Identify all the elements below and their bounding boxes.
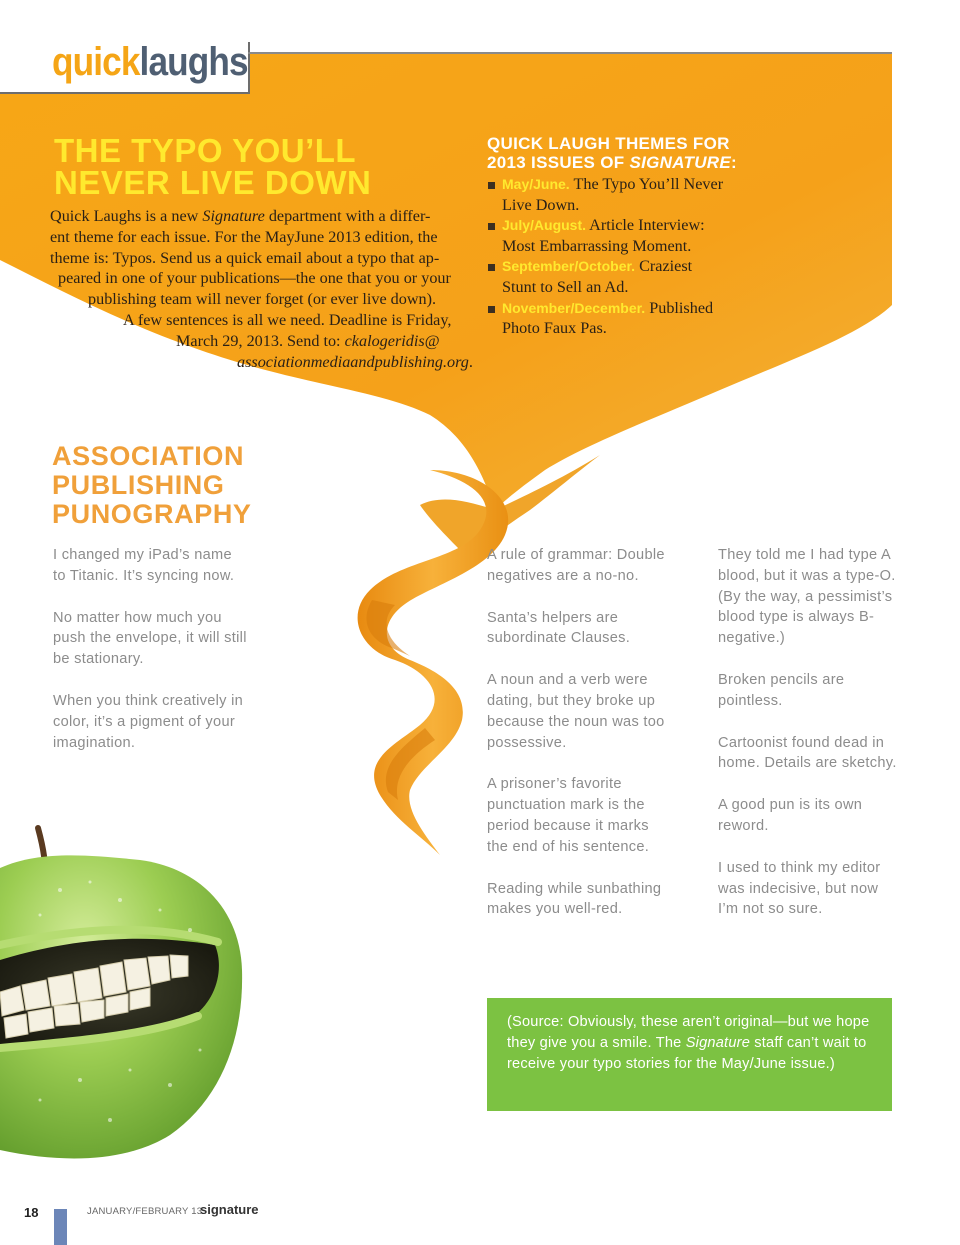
typo-section-title	[54, 132, 372, 201]
theme-month: May/June.	[502, 176, 570, 192]
pun-item: Santa’s helpers are subordinate Clauses.	[487, 609, 631, 647]
logo-part-laughs: laughs	[139, 40, 248, 84]
section-logo	[52, 40, 248, 85]
pun-column-1	[53, 545, 248, 774]
footer-issue-date: JANUARY/FEBRUARY 13	[87, 1206, 203, 1217]
theme-text: The Typo You’ll Never	[569, 175, 724, 193]
bullet-icon	[488, 306, 495, 313]
theme-text: Published	[645, 298, 714, 317]
bullet-icon	[488, 182, 495, 189]
source-text-italic: Signature	[685, 1034, 751, 1051]
theme-item	[487, 215, 787, 256]
punography-title	[52, 442, 252, 529]
pun-item: A rule of grammar: Double negatives are a no-no.	[487, 547, 665, 584]
typo-section-body	[50, 206, 473, 372]
theme-text: Photo Faux Pas.	[502, 319, 607, 338]
punography-title-line3: PUNOGRAPHY	[52, 499, 252, 529]
pun-item: A good pun is its own reword.	[718, 797, 863, 834]
pun-item: A prisoner’s favorite punctuation mark is the period because it marks the end of his sentence.	[487, 776, 650, 855]
theme-item	[487, 256, 787, 297]
typo-body-line: publishing team will never forget (or ever live down).	[88, 290, 437, 309]
theme-item	[487, 174, 787, 215]
page-number: 18	[24, 1205, 39, 1220]
apple-smile-illustration	[0, 820, 260, 1180]
typo-title-line1: THE TYPO YOU’LL	[54, 132, 357, 169]
pun-item: Cartoonist found dead in home. Details are sketchy.	[718, 734, 897, 772]
logo-part-quick: quick	[52, 40, 140, 84]
typo-title-line2: NEVER LIVE DOWN	[54, 164, 372, 201]
pun-column-3	[718, 545, 898, 941]
typo-body-text: Quick Laughs is a new	[50, 207, 203, 225]
themes-title-end: :	[731, 153, 737, 172]
pun-item: I changed my iPad’s name to Titanic. It’s syncing now.	[53, 547, 235, 584]
pun-item: When you think creatively in color, it’s a pigment of your imagination.	[53, 692, 244, 751]
typo-email-part1[interactable]: ckalogeridis@	[344, 331, 440, 350]
typo-email-part2[interactable]: associationmediaandpublishing.org	[237, 352, 469, 371]
source-text-part1: (Source: Obviously, these aren’t original—but we hope they give you a smile. The	[507, 1014, 870, 1051]
pun-item: I used to think my editor was indecisive, but now I’m not so sure.	[718, 859, 881, 918]
pun-item: Reading while sunbathing makes you well-red.	[487, 880, 662, 918]
theme-month: September/October.	[502, 258, 636, 275]
typo-body-text: .	[468, 352, 473, 371]
theme-text: Craziest	[635, 257, 693, 276]
footer-bar	[54, 1209, 67, 1245]
pun-item: A noun and a verb were dating, but they broke up because the noun was too possessive.	[487, 672, 665, 751]
typo-body-line: theme is: Typos. Send us a quick email about a typo that ap-	[50, 248, 440, 267]
theme-text: Article Interview:	[586, 216, 705, 235]
bullet-icon	[488, 223, 495, 230]
theme-text: Stunt to Sell an Ad.	[502, 277, 629, 296]
source-box	[487, 998, 892, 1111]
theme-text: Most Embarrassing Moment.	[502, 236, 692, 255]
theme-month: November/December.	[502, 299, 646, 316]
theme-text: Live Down.	[502, 195, 580, 214]
pun-item: They told me I had type A blood, but it was a type-O. (By the way, a pessimist’s blood type is always B-negative.)	[718, 547, 896, 647]
themes-list	[487, 174, 787, 339]
themes-title	[487, 134, 887, 172]
theme-month: July/August.	[502, 217, 587, 234]
typo-body-line: ent theme for each issue. For the MayJune 2013 edition, the	[50, 227, 438, 246]
typo-body-line: peared in one of your publications—the one that you or your	[58, 269, 451, 288]
pun-column-2	[487, 545, 667, 941]
punography-title-line2: PUBLISHING	[52, 470, 225, 500]
typo-body-text: March 29, 2013. Send to:	[176, 331, 345, 350]
bullet-icon	[488, 264, 495, 271]
source-text	[507, 1012, 879, 1074]
typo-body-text: department with a differ-	[264, 207, 431, 225]
themes-title-line2: 2013 ISSUES OF	[487, 153, 630, 172]
themes-title-line1: QUICK LAUGH THEMES FOR	[487, 134, 730, 153]
source-text-part2: staff can’t wait to receive your typo stories for the May/June issue.)	[507, 1034, 867, 1072]
typo-body-signature: Signature	[202, 207, 265, 225]
typo-body-line: A few sentences is all we need. Deadline is Friday,	[123, 310, 452, 329]
masthead-rule	[248, 52, 892, 54]
themes-title-italic: SIGNATURE	[629, 153, 732, 172]
punography-title-line1: ASSOCIATION	[52, 441, 245, 471]
pun-item: No matter how much you push the envelope, it will still be stationary.	[53, 609, 247, 668]
theme-item	[487, 298, 787, 339]
pun-item: Broken pencils are pointless.	[718, 671, 845, 709]
footer-magazine-name: signature	[200, 1202, 259, 1217]
